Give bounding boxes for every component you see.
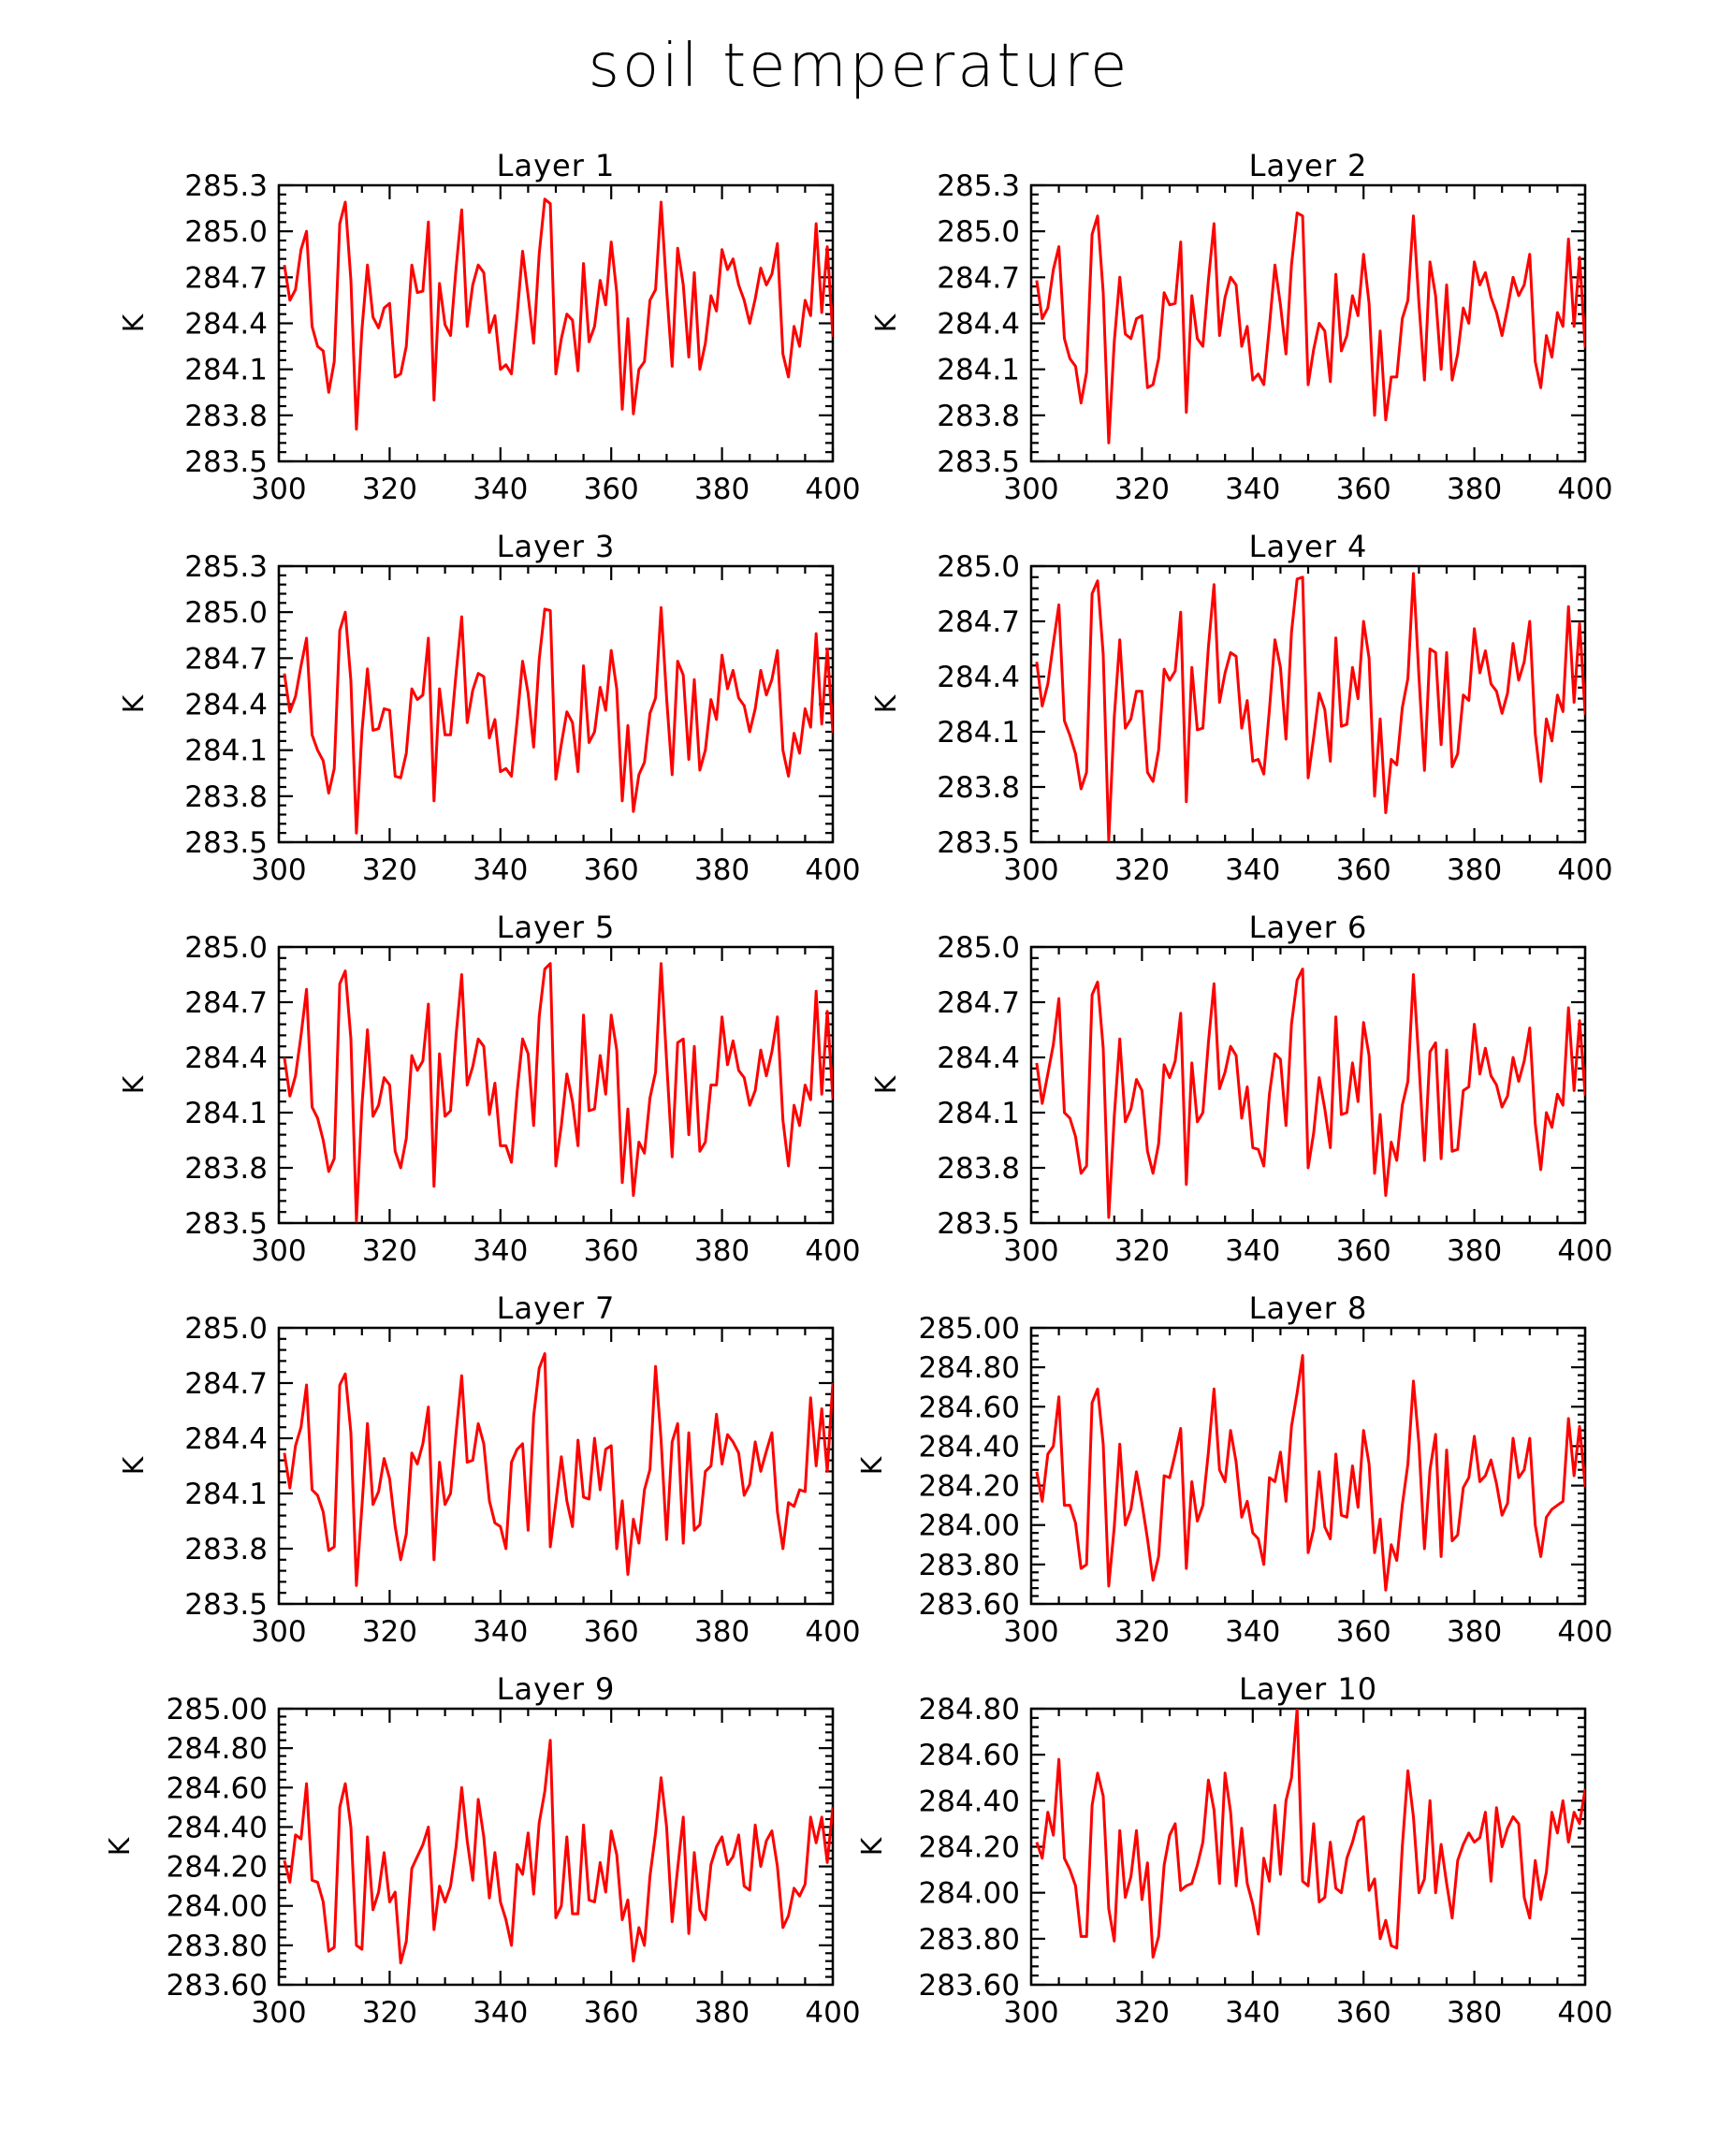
y-tick-label: 284.1	[937, 353, 1020, 387]
x-tick-label: 360	[1335, 473, 1391, 506]
y-tick-label: 285.0	[937, 550, 1020, 584]
x-tick-label: 400	[805, 1996, 861, 2030]
y-tick-label: 283.80	[166, 1929, 268, 1963]
x-tick-label: 340	[1225, 853, 1281, 887]
y-axis-label: K	[856, 1837, 889, 1857]
y-tick-label: 284.7	[184, 261, 268, 296]
panel-title: Layer 5	[496, 910, 616, 945]
y-tick-label: 283.8	[184, 1152, 268, 1186]
y-tick-label: 284.60	[918, 1391, 1020, 1425]
y-tick-label: 283.5	[184, 826, 268, 860]
plot-frame	[279, 947, 833, 1223]
y-tick-label: 283.80	[918, 1548, 1020, 1582]
y-axis-label: K	[118, 694, 151, 714]
x-tick-label: 340	[473, 1996, 529, 2030]
x-tick-label: 300	[1003, 473, 1059, 506]
x-tick-label: 300	[251, 1234, 307, 1268]
x-tick-label: 400	[1557, 853, 1613, 887]
y-tick-label: 284.4	[937, 307, 1020, 342]
x-tick-label: 380	[1447, 1615, 1503, 1649]
x-tick-label: 380	[694, 1234, 750, 1268]
y-tick-label: 284.80	[918, 1351, 1020, 1386]
series-line	[1037, 1709, 1585, 1958]
y-tick-label: 284.1	[184, 1097, 268, 1130]
series-line	[284, 607, 838, 833]
x-tick-label: 400	[805, 473, 861, 506]
series-line	[284, 956, 838, 1221]
y-tick-label: 285.00	[918, 1312, 1020, 1346]
y-tick-label: 284.4	[184, 1422, 268, 1456]
x-tick-label: 320	[1114, 1615, 1170, 1649]
y-tick-label: 284.40	[918, 1785, 1020, 1819]
y-tick-label: 284.40	[166, 1811, 268, 1845]
x-tick-label: 320	[361, 1615, 417, 1649]
x-tick-label: 340	[473, 1234, 529, 1268]
y-tick-label: 284.60	[166, 1771, 268, 1806]
x-tick-label: 380	[694, 853, 750, 887]
panel-title: Layer 10	[1238, 1671, 1378, 1707]
panel-layer-9	[104, 1671, 861, 2030]
x-tick-label: 360	[583, 1996, 639, 2030]
y-tick-label: 283.5	[937, 1207, 1020, 1241]
y-tick-label: 284.00	[918, 1876, 1020, 1911]
x-tick-label: 320	[361, 473, 417, 506]
y-tick-label: 284.7	[184, 1367, 268, 1401]
y-tick-label: 285.0	[937, 215, 1020, 250]
series-line	[1037, 1356, 1591, 1591]
y-tick-label: 283.8	[184, 1533, 268, 1566]
y-tick-label: 284.4	[937, 1042, 1020, 1075]
y-tick-label: 284.1	[184, 1478, 268, 1511]
plot-frame	[279, 566, 833, 842]
y-axis-label: K	[104, 1837, 137, 1857]
x-tick-label: 400	[1557, 1234, 1613, 1268]
y-tick-label: 284.60	[918, 1739, 1020, 1773]
y-tick-label: 283.8	[184, 399, 268, 433]
x-tick-label: 300	[1003, 1615, 1059, 1649]
x-tick-label: 400	[805, 853, 861, 887]
x-tick-label: 360	[583, 853, 639, 887]
x-tick-label: 360	[1335, 1996, 1391, 2030]
y-axis-label: K	[118, 1075, 151, 1095]
panel-title: Layer 4	[1248, 529, 1368, 564]
x-tick-label: 340	[473, 853, 529, 887]
x-tick-label: 360	[583, 1615, 639, 1649]
x-tick-label: 380	[694, 1615, 750, 1649]
y-axis-label: K	[870, 694, 903, 714]
panel-title: Layer 2	[1248, 148, 1368, 183]
x-tick-label: 400	[1557, 1996, 1613, 2030]
plot-frame	[1031, 1328, 1585, 1604]
y-tick-label: 283.5	[937, 826, 1020, 860]
x-tick-label: 300	[251, 473, 307, 506]
panel-layer-7	[118, 1290, 861, 1649]
y-tick-label: 284.80	[918, 1693, 1020, 1726]
x-tick-label: 380	[1447, 1234, 1503, 1268]
x-tick-label: 340	[473, 473, 529, 506]
panels	[104, 148, 1613, 2030]
y-tick-label: 283.5	[184, 1207, 268, 1241]
y-tick-label: 283.8	[937, 771, 1020, 805]
x-tick-label: 400	[1557, 1615, 1613, 1649]
panel-layer-2	[870, 148, 1613, 506]
x-tick-label: 340	[1225, 473, 1281, 506]
panel-layer-5	[118, 910, 861, 1268]
y-tick-label: 284.80	[166, 1732, 268, 1767]
x-tick-label: 360	[583, 473, 639, 506]
x-tick-label: 300	[251, 853, 307, 887]
y-tick-label: 284.00	[166, 1889, 268, 1924]
y-tick-label: 284.20	[918, 1469, 1020, 1504]
x-tick-label: 340	[1225, 1615, 1281, 1649]
x-tick-label: 380	[1447, 473, 1503, 506]
y-tick-label: 283.60	[918, 1969, 1020, 2003]
x-tick-label: 320	[361, 1234, 417, 1268]
x-tick-label: 300	[1003, 1234, 1059, 1268]
panel-layer-1	[118, 148, 861, 506]
x-tick-label: 320	[1114, 1234, 1170, 1268]
y-axis-label: K	[870, 1075, 903, 1095]
x-tick-label: 400	[805, 1615, 861, 1649]
x-tick-label: 360	[1335, 853, 1391, 887]
x-tick-label: 320	[361, 1996, 417, 2030]
y-tick-label: 285.0	[184, 596, 268, 631]
y-tick-label: 284.20	[918, 1830, 1020, 1865]
x-tick-label: 320	[361, 853, 417, 887]
y-axis-label: K	[870, 313, 903, 333]
y-tick-label: 285.0	[937, 931, 1020, 965]
plot-frame	[1031, 947, 1585, 1223]
y-tick-label: 284.4	[184, 307, 268, 342]
y-axis-label: K	[118, 313, 151, 333]
panel-title: Layer 8	[1248, 1290, 1368, 1326]
x-tick-label: 380	[694, 1996, 750, 2030]
x-tick-label: 300	[1003, 1996, 1059, 2030]
y-axis-label: K	[118, 1456, 151, 1476]
series-line	[284, 1741, 833, 1963]
y-tick-label: 283.8	[937, 1152, 1020, 1186]
x-tick-label: 380	[1447, 853, 1503, 887]
y-tick-label: 285.3	[937, 169, 1020, 203]
x-tick-label: 300	[251, 1996, 307, 2030]
y-tick-label: 285.00	[166, 1693, 268, 1726]
x-tick-label: 400	[805, 1234, 861, 1268]
panel-title: Layer 3	[496, 529, 616, 564]
y-tick-label: 284.7	[937, 986, 1020, 1020]
y-tick-label: 285.3	[184, 550, 268, 584]
x-tick-label: 380	[1447, 1996, 1503, 2030]
y-tick-label: 284.7	[937, 261, 1020, 296]
y-tick-label: 283.5	[937, 445, 1020, 479]
plot-frame	[279, 1328, 833, 1604]
y-tick-label: 283.8	[937, 399, 1020, 433]
panel-title: Layer 1	[496, 148, 616, 183]
x-tick-label: 380	[694, 473, 750, 506]
x-tick-label: 360	[1335, 1615, 1391, 1649]
y-tick-label: 284.4	[184, 1042, 268, 1075]
x-tick-label: 360	[583, 1234, 639, 1268]
y-tick-label: 285.0	[184, 931, 268, 965]
panel-title: Layer 6	[1248, 910, 1368, 945]
panel-title: Layer 7	[496, 1290, 616, 1326]
x-tick-label: 400	[1557, 473, 1613, 506]
y-tick-label: 283.60	[166, 1969, 268, 2003]
series-line	[1037, 213, 1591, 444]
series-line	[284, 199, 838, 430]
y-tick-label: 283.8	[184, 779, 268, 814]
plot-frame	[1031, 185, 1585, 461]
y-tick-label: 284.1	[937, 1097, 1020, 1130]
y-tick-label: 284.20	[166, 1850, 268, 1885]
y-tick-label: 285.3	[184, 169, 268, 203]
y-tick-label: 283.60	[918, 1588, 1020, 1622]
x-tick-label: 320	[1114, 1996, 1170, 2030]
x-tick-label: 300	[251, 1615, 307, 1649]
x-tick-label: 320	[1114, 473, 1170, 506]
x-tick-label: 340	[473, 1615, 529, 1649]
series-line	[1037, 570, 1591, 840]
figure-title: soil temperature	[588, 32, 1130, 101]
x-tick-label: 320	[1114, 853, 1170, 887]
y-tick-label: 283.5	[184, 1588, 268, 1622]
panel-layer-4	[870, 529, 1613, 887]
y-tick-label: 283.80	[918, 1922, 1020, 1957]
y-tick-label: 284.1	[937, 716, 1020, 750]
y-axis-label: K	[856, 1456, 889, 1476]
panel-layer-10	[856, 1671, 1613, 2030]
panel-layer-3	[118, 529, 861, 887]
y-tick-label: 284.4	[937, 661, 1020, 694]
y-tick-label: 284.4	[184, 688, 268, 722]
y-tick-label: 284.00	[918, 1508, 1020, 1543]
panel-layer-8	[856, 1290, 1613, 1649]
series-line	[284, 1354, 833, 1586]
panel-layer-6	[870, 910, 1613, 1268]
y-tick-label: 284.7	[184, 642, 268, 677]
series-line	[1037, 969, 1591, 1218]
x-tick-label: 340	[1225, 1234, 1281, 1268]
y-tick-label: 283.5	[184, 445, 268, 479]
y-tick-label: 285.0	[184, 1312, 268, 1346]
x-tick-label: 340	[1225, 1996, 1281, 2030]
y-tick-label: 284.7	[184, 986, 268, 1020]
x-tick-label: 360	[1335, 1234, 1391, 1268]
x-tick-label: 300	[1003, 853, 1059, 887]
y-tick-label: 285.0	[184, 215, 268, 250]
y-tick-label: 284.40	[918, 1430, 1020, 1464]
panel-title: Layer 9	[496, 1671, 616, 1707]
y-tick-label: 284.7	[937, 605, 1020, 639]
y-tick-label: 284.1	[184, 353, 268, 387]
y-tick-label: 284.1	[184, 734, 268, 768]
